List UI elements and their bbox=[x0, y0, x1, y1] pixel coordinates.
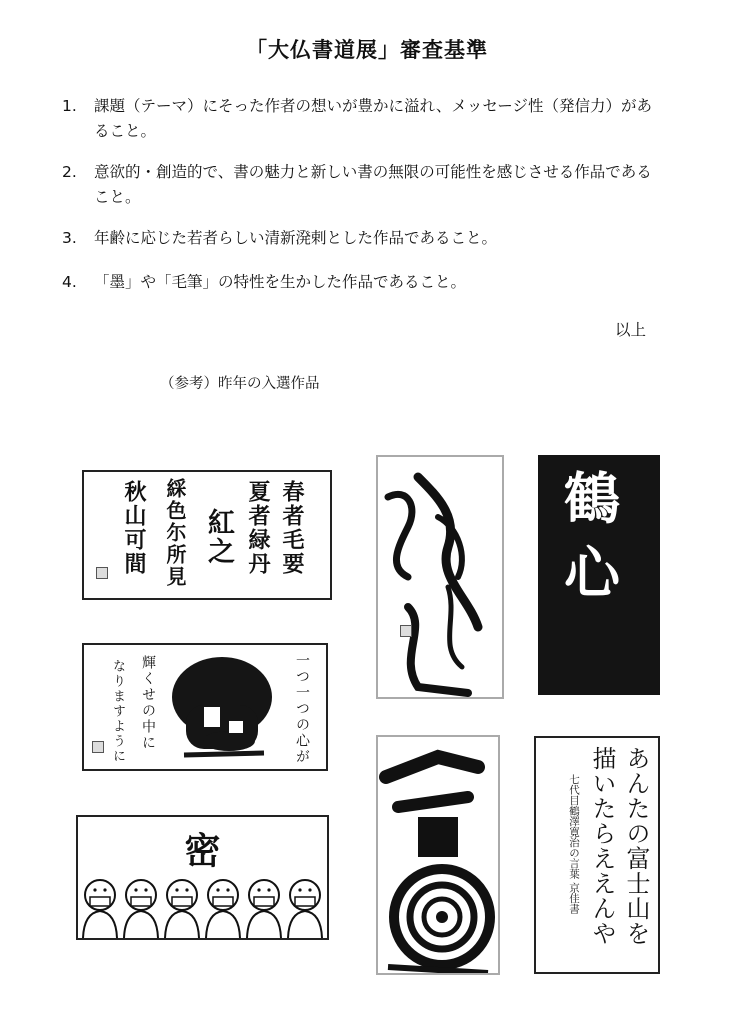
artwork-masked-figures bbox=[76, 815, 329, 940]
signature-column: 七代目鶴澤寛治の言葉 京佳書 bbox=[568, 774, 580, 914]
spiral-brush-strokes bbox=[378, 737, 500, 975]
criterion-number: 3. bbox=[62, 229, 77, 247]
cursive-brush-strokes bbox=[378, 457, 504, 699]
main-character: 密 bbox=[184, 830, 221, 872]
poem-column: 一つ一つの心が bbox=[294, 653, 310, 765]
criterion-1 bbox=[62, 94, 662, 144]
artwork-fuji-phrase bbox=[534, 736, 660, 974]
criterion-text: 課題（テーマ）にそった作者の想いが豊かに溢れ、メッセージ性（発信力）があること。 bbox=[94, 97, 653, 140]
criterion-text: 意欲的・創造的で、書の魅力と新しい書の無限の可能性を感じさせる作品であること。 bbox=[94, 163, 652, 206]
artwork-ink-large bbox=[82, 643, 328, 771]
figure-drawings bbox=[78, 817, 329, 940]
seal-stamp bbox=[96, 567, 108, 579]
artwork-cursive bbox=[376, 455, 504, 699]
masked-figure bbox=[206, 880, 240, 938]
masked-figure bbox=[288, 880, 322, 938]
reference-caption: （参考）昨年の入選作品 bbox=[160, 376, 320, 392]
poem-column: 描いたらええんや bbox=[588, 746, 616, 946]
poem-column: 紅之 bbox=[203, 508, 234, 566]
poem-column: 夏者緑丹 bbox=[245, 480, 271, 576]
poem-column: 輝くせの中に bbox=[140, 655, 156, 751]
masked-figure bbox=[124, 880, 158, 938]
criterion-number: 2. bbox=[62, 163, 77, 181]
seal-stamp bbox=[92, 741, 104, 753]
artwork-spiral bbox=[376, 735, 500, 975]
closing-mark: 以上 bbox=[614, 321, 646, 339]
criterion-text: 年齢に応じた若者らしい清新溌剌とした作品であること。 bbox=[94, 229, 498, 247]
poem-column: 綵色尓所見 bbox=[163, 478, 187, 588]
main-characters: 鶴心 bbox=[555, 469, 621, 617]
document-title: 「大仏書道展」審査基準 bbox=[246, 38, 488, 62]
masked-figure bbox=[165, 880, 199, 938]
seal-stamp bbox=[400, 625, 412, 637]
criterion-2 bbox=[62, 160, 662, 210]
criterion-text: 「墨」や「毛筆」の特性を生かした作品であること。 bbox=[94, 273, 467, 291]
artwork-white-on-black bbox=[538, 455, 660, 695]
masked-figure bbox=[83, 880, 117, 938]
criterion-4 bbox=[62, 270, 662, 295]
poem-column: 秋山可間 bbox=[121, 480, 147, 576]
artwork-poem bbox=[82, 470, 332, 600]
work-character: 輝 bbox=[382, 745, 392, 756]
masked-figure bbox=[247, 880, 281, 938]
work-character: 嫁 bbox=[384, 465, 397, 479]
poem-column: 春者毛要 bbox=[279, 480, 305, 576]
poem-column: なりますように bbox=[110, 659, 125, 764]
criterion-3 bbox=[62, 226, 662, 251]
criterion-number: 1. bbox=[62, 97, 77, 115]
poem-column: あんたの富士山を bbox=[622, 746, 650, 946]
criterion-number: 4. bbox=[62, 273, 77, 291]
